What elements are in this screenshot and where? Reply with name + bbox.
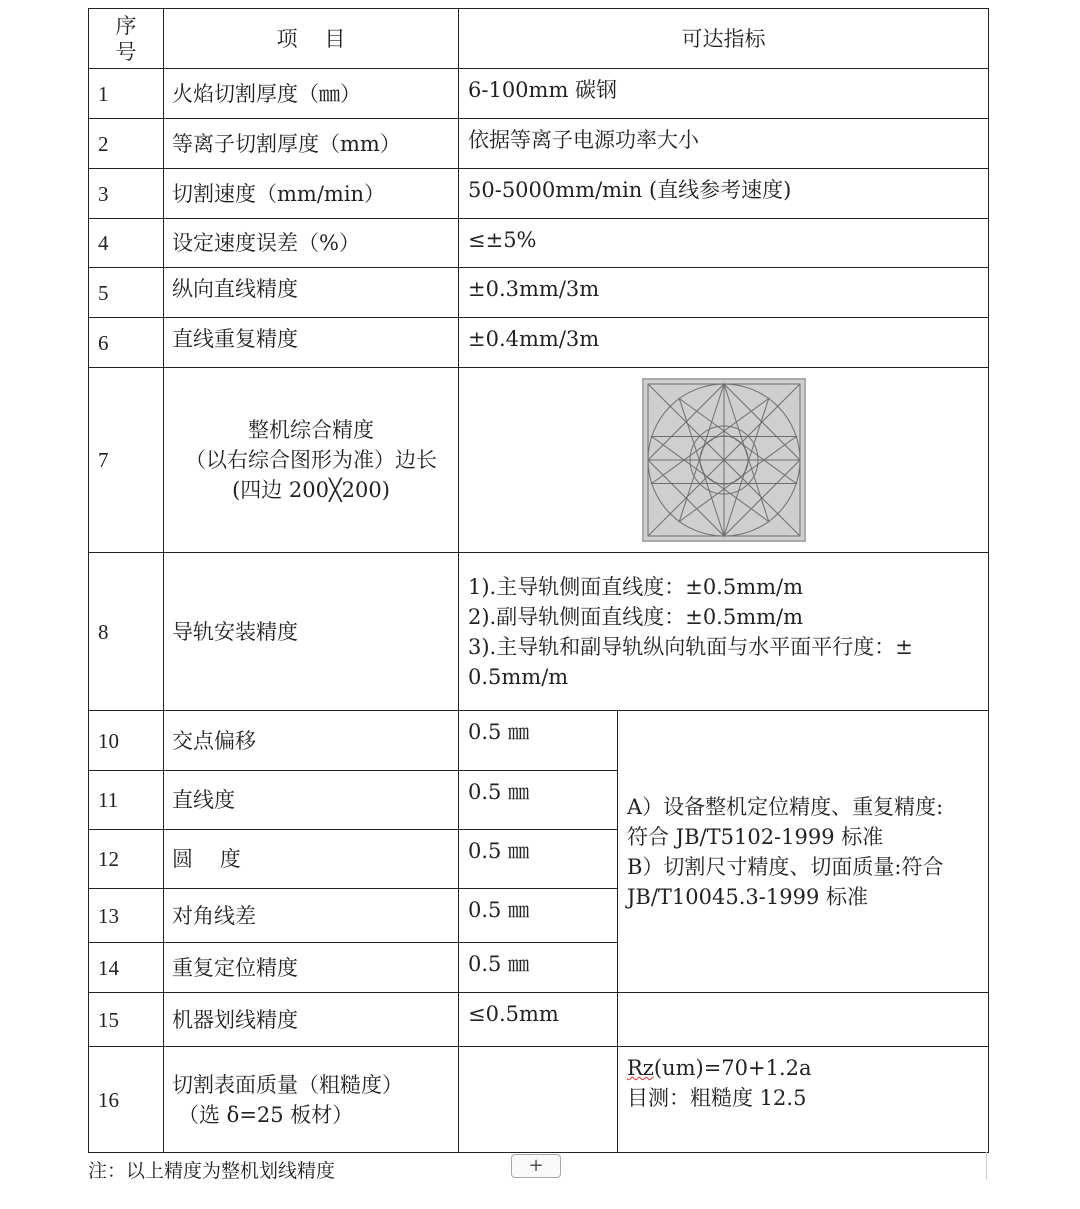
table-row [89,119,989,169]
row-no: 12 [89,830,164,889]
row-value: ±0.4mm/3m [459,318,989,368]
row-value: ≤±5% [459,219,989,268]
row-no: 3 [89,169,164,219]
roughness-formula [627,1053,988,1083]
header-no-cell [89,9,164,69]
table-row [89,711,989,771]
table-header-row [89,9,989,69]
item-line: 切割表面质量（粗糙度） [172,1072,403,1097]
row-value [459,1047,618,1153]
empty-cell [618,993,989,1047]
row-item: 圆 度 [164,830,459,889]
footnote: 注：以上精度为整机划线精度 [88,1160,336,1182]
roughness-visual: 目测：粗糙度 12.5 [627,1086,807,1110]
row-no: 11 [89,771,164,830]
row-no: 4 [89,219,164,268]
row-value: 依据等离子电源功率大小 [459,119,989,169]
standard-line: 符合 JB/T5102-1999 标准 [627,824,884,849]
table-row [89,268,989,318]
header-no-bottom: 号 [115,39,137,64]
row-no: 10 [89,711,164,771]
row-item: 机器划线精度 [164,993,459,1047]
row-no: 2 [89,119,164,169]
row-item: 纵向直线精度 [164,268,459,318]
table-row [89,219,989,268]
row-item: 火焰切割厚度（㎜） [164,69,459,119]
table-row [89,69,989,119]
item-line: （选 δ=25 板材） [178,1102,354,1127]
row-no: 5 [89,268,164,318]
row-value: 0.5 ㎜ [459,711,618,771]
table-row [89,993,989,1047]
row-value: 6-100mm 碳钢 [459,69,989,119]
row-no: 1 [89,69,164,119]
row-value: ≤0.5mm [459,993,618,1047]
standard-line: B）切割尺寸精度、切面质量:符合 [627,854,944,879]
row-item: 直线度 [164,771,459,830]
row-item: 导轨安装精度 [164,553,459,711]
pattern-cell [459,368,989,553]
table-row [89,368,989,553]
row-item: 设定速度误差（%） [164,219,459,268]
add-row-button[interactable]: + [511,1154,561,1178]
row-no: 16 [89,1047,164,1153]
row-item: 等离子切割厚度（mm） [164,119,459,169]
spec-table [88,8,989,1153]
row-item: 重复定位精度 [164,943,459,993]
roughness-formula-prefix: Rz [627,1056,654,1080]
row-no: 13 [89,889,164,943]
table-row [89,553,989,711]
header-no-top: 序 [115,13,137,38]
row-value: 0.5 ㎜ [459,889,618,943]
item-line: (四边 200╳200) [232,478,390,502]
roughness-cell [618,1047,989,1153]
row-value: 0.5 ㎜ [459,943,618,993]
roughness-formula-rest: (um)=70+1.2a [653,1056,812,1080]
composite-test-pattern-image [642,378,806,542]
row-item: 对角线差 [164,889,459,943]
row-no: 15 [89,993,164,1047]
table-row [89,1047,989,1153]
item-line: （以右综合图形为准）边长 [185,448,437,472]
header-value: 可达指标 [459,9,989,69]
item-line: 整机综合精度 [248,418,374,442]
table-row [89,169,989,219]
standard-line: JB/T10045.3-1999 标准 [627,884,868,909]
table-row [89,318,989,368]
value-line: 1).主导轨侧面直线度：±0.5mm/m [468,574,804,599]
row-value: 50-5000mm/min (直线参考速度) [459,169,989,219]
value-line: 0.5mm/m [468,664,569,689]
row-value: 0.5 ㎜ [459,771,618,830]
row-value: ±0.3mm/3m [459,268,989,318]
row-item [164,1047,459,1153]
header-item: 项 目 [164,9,459,69]
row-no: 14 [89,943,164,993]
value-line: 2).副导轨侧面直线度：±0.5mm/m [468,604,804,629]
standard-line: A）设备整机定位精度、重复精度: [627,794,944,819]
page-edge-divider [986,1152,987,1180]
row-value: 0.5 ㎜ [459,830,618,889]
row-no: 8 [89,553,164,711]
row-item: 直线重复精度 [164,318,459,368]
row-value [459,553,989,711]
row-no: 6 [89,318,164,368]
standards-merged-cell [618,711,989,993]
row-item: 切割速度（mm/min） [164,169,459,219]
value-line: 3).主导轨和副导轨纵向轨面与水平面平行度：± [468,634,913,659]
row-item: 交点偏移 [164,711,459,771]
row-item [164,368,459,553]
row-no: 7 [89,368,164,553]
